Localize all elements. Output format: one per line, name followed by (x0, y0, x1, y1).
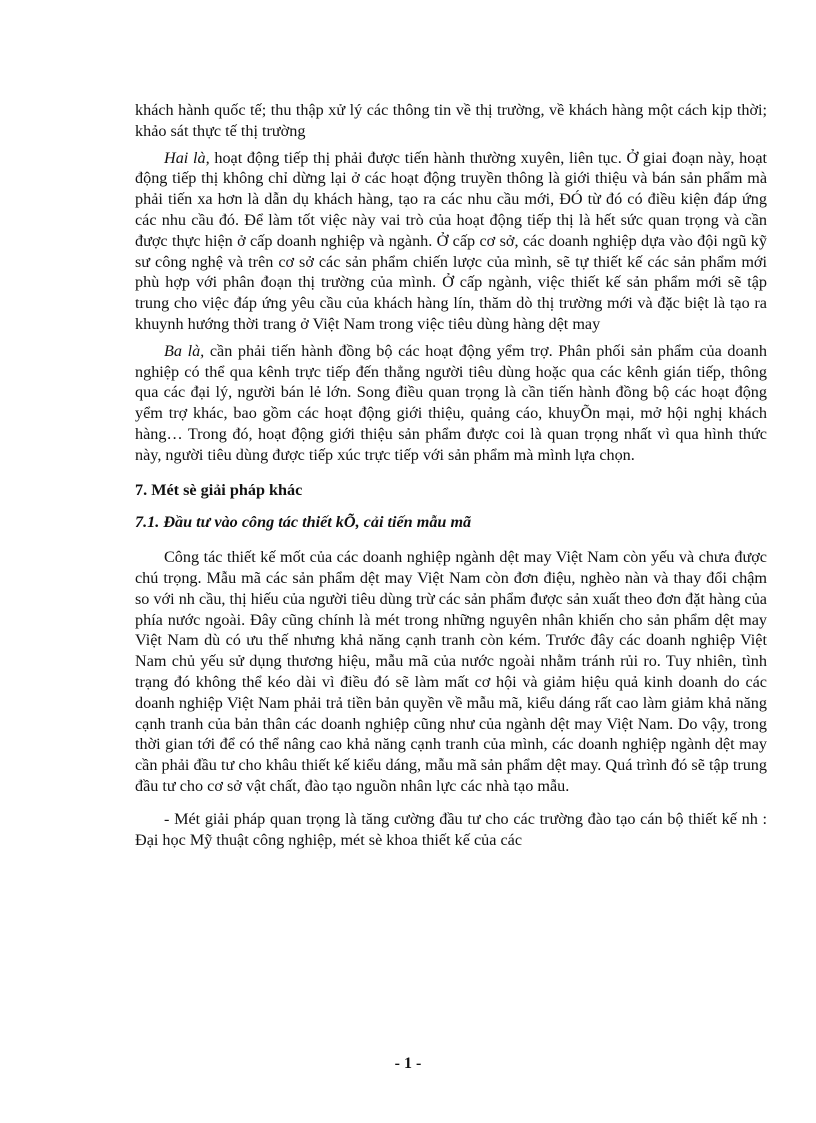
paragraph-continuation: khách hành quốc tế; thu thập xử lý các thông tin về thị trường, về khách hàng một cách kịp thời; khảo sát thực tế thị trường (135, 101, 767, 140)
paragraph-ba-la (135, 341, 767, 466)
document-page (135, 100, 767, 850)
paragraph-lead-ba-la: Ba là, (164, 341, 205, 360)
page-number: - 1 - (394, 1055, 422, 1072)
paragraph-body-ba-la: cần phải tiến hành đồng bộ các hoạt động yểm trợ. Phân phối sản phẩm của doanh nghiệp có thể qua kênh trực tiếp đến thẳng người tiêu dùng hoặc qua các kênh gián tiếp, thông qua các đại lý, người bán lẻ lớn. Song điều quan trọng là cần tiến hành đồng bộ các hoạt động yểm trợ khác, bao gồm các hoạt động giới thiệu, quảng cáo, khuyÕn mại, mở hội nghị khách hàng… Trong đó, hoạt động giới thiệu sản phẩm được coi là quan trọng nhất vì qua hình thức này, người tiêu dùng được tiếp xúc trực tiếp với sản phẩm mà mình lựa chọn. (135, 341, 767, 464)
paragraph-solution-bullet: - Mét giải pháp quan trọng là tăng cường đầu tư cho các trường đào tạo cán bộ thiết kế nh : Đại học Mỹ thuật công nghiệp, mét sè khoa thiết kế của các (135, 809, 767, 849)
paragraph-design-investment: Công tác thiết kế mốt của các doanh nghiệp ngành dệt may Việt Nam còn yếu và chưa được chú trọng. Mẫu mã các sản phẩm dệt may Việt Nam còn đơn điệu, nghèo nàn và thay đổi chậm so với nh cầu, thị hiếu của người tiêu dùng trừ các sản phẩm được sản xuất theo đơn đặt hàng của phía nước ngoài. Đây cũng chính là mét trong những nguyên nhân khiến cho sản phẩm dệt may Việt Nam dù có ưu thế nhưng khả năng cạnh tranh còn kém. Trước đây các doanh nghiệp Việt Nam chủ yếu sử dụng thương hiệu, mẫu mã của nước ngoài nhằm tránh rủi ro. Tuy nhiên, tình trạng đó không thể kéo dài vì điều đó sẽ làm mất cơ hội và giảm hiệu quả kinh doanh do các doanh nghiệp Việt Nam phải trả tiền bản quyền về mẫu mã, kiểu dáng rất cao làm giảm khả năng cạnh tranh của bản thân các doanh nghiệp cũng như của ngành dệt may Việt Nam. Do vậy, trong thời gian tới để có thể nâng cao khả năng cạnh tranh của mình, các doanh nghiệp ngành dệt may cần phải đầu tư cho khâu thiết kế kiểu dáng, mẫu mã sản phẩm dệt may. Quá trình đó sẽ tập trung đầu tư cho cơ sở vật chất, đào tạo nguồn nhân lực các nhà tạo mẫu. (135, 548, 767, 795)
section-heading-7-1: 7.1. Đầu tư vào công tác thiết kÕ, cải tiến mẫu mã (135, 513, 472, 532)
section-heading-7: 7. Mét sè giải pháp khác (135, 480, 303, 499)
paragraph-hai-la (135, 148, 767, 335)
paragraph-lead-hai-la: Hai là, (164, 148, 210, 167)
paragraph-body-hai-la: hoạt động tiếp thị phải được tiến hành thường xuyên, liên tục. Ở giai đoạn này, hoạt động tiếp thị không chỉ dừng lại ở các hoạt động truyền thông là giới thiệu và bán sản phẩm mà phải tiến xa hơn là dẫn dụ khách hàng, tạo ra các nhu cầu mới, ĐÓ từ đó có điều kiện đáp ứng các nhu cầu đó. Để làm tốt việc này vai trò của hoạt động tiếp thị là hết sức quan trọng và cần được thực hiện ở cấp doanh nghiệp và ngành. Ở cấp cơ sở, các doanh nghiệp dựa vào đội ngũ kỹ sư công nghệ và trên cơ sở các sản phẩm chiến lược của mình, sẽ tự thiết kế các sản phẩm mới phù hợp với phân đoạn thị trường của mình. Ở cấp ngành, việc thiết kế sản phẩm mới sẽ tập trung cho việc đáp ứng yêu cầu của khách hàng lín, thăm dò thị trường mới và đặc biệt là tạo ra khuynh hướng thời trang ở Việt Nam trong việc tiêu dùng hàng dệt may (135, 148, 768, 333)
